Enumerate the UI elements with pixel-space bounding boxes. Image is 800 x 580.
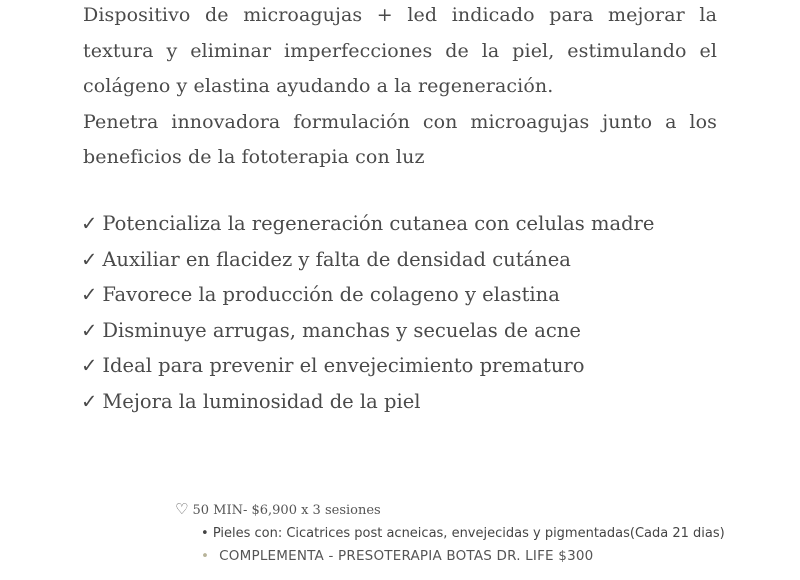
check-icon: ✓ bbox=[81, 354, 98, 377]
benefits-list bbox=[81, 206, 654, 419]
description-paragraph-2: Penetra innovadora formulación con microagujas junto a los beneficios de la fototerapia con luz bbox=[83, 110, 717, 168]
benefit-item bbox=[81, 384, 654, 420]
skin-types-line bbox=[201, 524, 725, 544]
skin-types-text: Pieles con: Cicatrices post acneicas, envejecidas y pigmentadas(Cada 21 dias) bbox=[212, 526, 725, 541]
benefit-text: Mejora la luminosidad de la piel bbox=[102, 389, 421, 413]
check-icon: ✓ bbox=[81, 212, 98, 235]
benefit-text: Potencializa la regeneración cutanea con celulas madre bbox=[102, 212, 655, 235]
bullet-icon: • bbox=[201, 526, 209, 541]
heart-icon: ♡ bbox=[175, 500, 189, 518]
dot-icon: • bbox=[201, 548, 210, 564]
product-description bbox=[83, 0, 717, 176]
check-icon: ✓ bbox=[81, 283, 98, 306]
benefit-item bbox=[81, 313, 654, 349]
benefit-item bbox=[81, 206, 654, 242]
price-line bbox=[175, 499, 381, 521]
session-price bbox=[175, 499, 381, 521]
price-text: 50 MIN- $6,900 x 3 sesiones bbox=[192, 503, 381, 518]
benefit-item bbox=[81, 348, 654, 384]
benefit-item bbox=[81, 242, 654, 278]
benefit-text: Auxiliar en flacidez y falta de densidad cutánea bbox=[102, 247, 571, 271]
benefit-text: Disminuye arrugas, manchas y secuelas de acne bbox=[102, 318, 581, 342]
check-icon: ✓ bbox=[81, 389, 98, 413]
description-paragraph-1: Dispositivo de microagujas + led indicado para mejorar la textura y eliminar imperfecciones de la piel, estimulando el colágeno y elastina ayudando a la regeneración. bbox=[83, 4, 717, 97]
check-icon: ✓ bbox=[81, 318, 98, 342]
complement-text: COMPLEMENTA - PRESOTERAPIA BOTAS DR. LIFE $300 bbox=[219, 548, 594, 564]
check-icon: ✓ bbox=[81, 247, 98, 271]
benefit-text: Ideal para prevenir el envejecimiento prematuro bbox=[102, 354, 585, 377]
benefit-text: Favorece la producción de colageno y elastina bbox=[102, 283, 560, 306]
complement-line bbox=[201, 546, 593, 566]
benefit-item bbox=[81, 277, 654, 313]
